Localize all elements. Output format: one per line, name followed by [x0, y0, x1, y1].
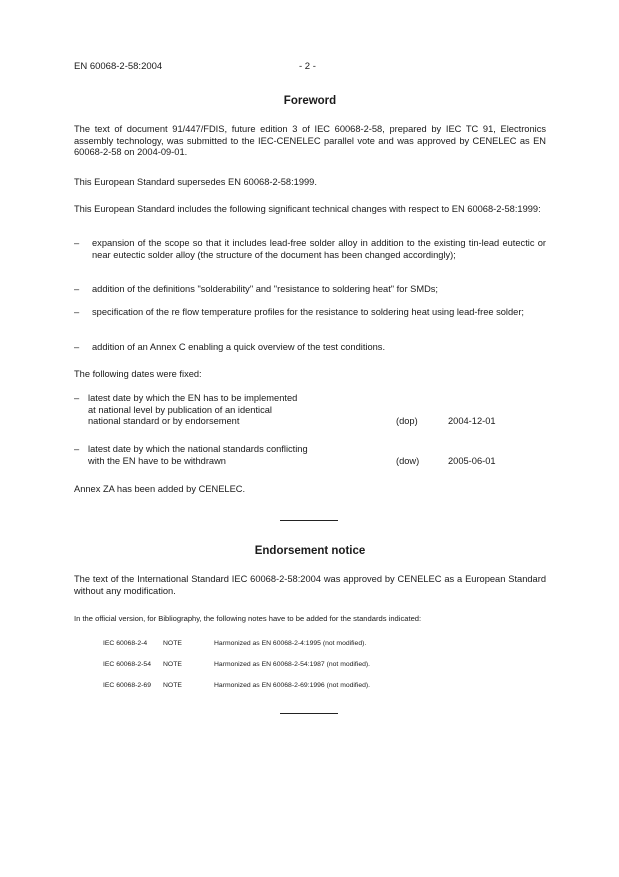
date-code: (dow): [396, 455, 420, 466]
change-text: addition of an Annex C enabling a quick overview of the test conditions.: [92, 342, 386, 352]
note-standard: IEC 60068-2-54: [103, 661, 151, 668]
section-divider: [280, 713, 338, 714]
date-entry-line: national standard or by endorsement: [88, 416, 240, 427]
foreword-title: Foreword: [283, 95, 337, 107]
note-standard: IEC 60068-2-4: [103, 640, 148, 647]
date-entry-text: [88, 444, 378, 467]
dash-marker: –: [74, 393, 80, 403]
note-label: NOTE: [163, 661, 182, 668]
dash-marker: –: [74, 342, 80, 352]
note-text: Harmonized as EN 60068-2-4:1995 (not modified).: [214, 640, 367, 647]
date-entry-text: [88, 393, 378, 428]
note-label: NOTE: [163, 682, 182, 689]
note-text: Harmonized as EN 60068-2-54:1987 (not modified).: [214, 661, 371, 668]
note-label: NOTE: [163, 640, 182, 647]
change-text: addition of the definitions "solderability" and "resistance to soldering heat" for SMDs;: [92, 284, 439, 294]
dates-intro: The following dates were fixed:: [74, 369, 202, 379]
date-entry-line: latest date by which the national standards conflicting: [88, 444, 308, 454]
change-text: expansion of the scope so that it includes lead-free solder alloy in addition to the existing tin-lead eutectic or near eutectic solder alloy (the structure of the document has been changed accordingly);: [92, 238, 546, 260]
dash-marker: –: [74, 307, 80, 317]
endorsement-title: Endorsement notice: [254, 545, 366, 557]
endorsement-para-2: In the official version, for Bibliography, the following notes have to be added for the standards indicated:: [74, 614, 422, 623]
foreword-para-2: This European Standard supersedes EN 60068-2-58:1999.: [74, 177, 317, 187]
date-entry-line: at national level by publication of an identical: [88, 404, 272, 415]
date-entry-line: latest date by which the EN has to be implemented: [88, 393, 298, 403]
annex-note: Annex ZA has been added by CENELEC.: [74, 484, 246, 494]
date-entry-line: with the EN have to be withdrawn: [88, 455, 226, 466]
document-id: EN 60068-2-58:2004: [74, 61, 163, 72]
note-standard: IEC 60068-2-69: [103, 682, 151, 689]
date-code: (dop): [396, 416, 418, 426]
section-divider: [280, 520, 338, 521]
note-text: Harmonized as EN 60068-2-69:1996 (not modified).: [214, 682, 371, 689]
change-text: specification of the re flow temperature profiles for the resistance to soldering heat using lead-free solder;: [92, 307, 525, 317]
dash-marker: –: [74, 238, 80, 248]
dash-marker: –: [74, 444, 80, 454]
date-value: 2004-12-01: [448, 416, 496, 426]
date-value: 2005-06-01: [448, 455, 496, 466]
foreword-para-3: This European Standard includes the following significant technical changes with respect to EN 60068-2-58:1999:: [74, 204, 541, 214]
page-number: - 2 -: [299, 61, 316, 72]
endorsement-para-1: The text of the International Standard IEC 60068-2-58:2004 was approved by CENELEC as a European Standard without any modification.: [74, 574, 546, 596]
dash-marker: –: [74, 284, 80, 294]
foreword-para-1: The text of document 91/447/FDIS, future edition 3 of IEC 60068-2-58, prepared by IEC TC 91, Electronics assembly technology, was submitted to the IEC-CENELEC parallel vote and was approved by CENELEC as EN 60068-2-58 on 2004-09-01.: [74, 124, 546, 158]
